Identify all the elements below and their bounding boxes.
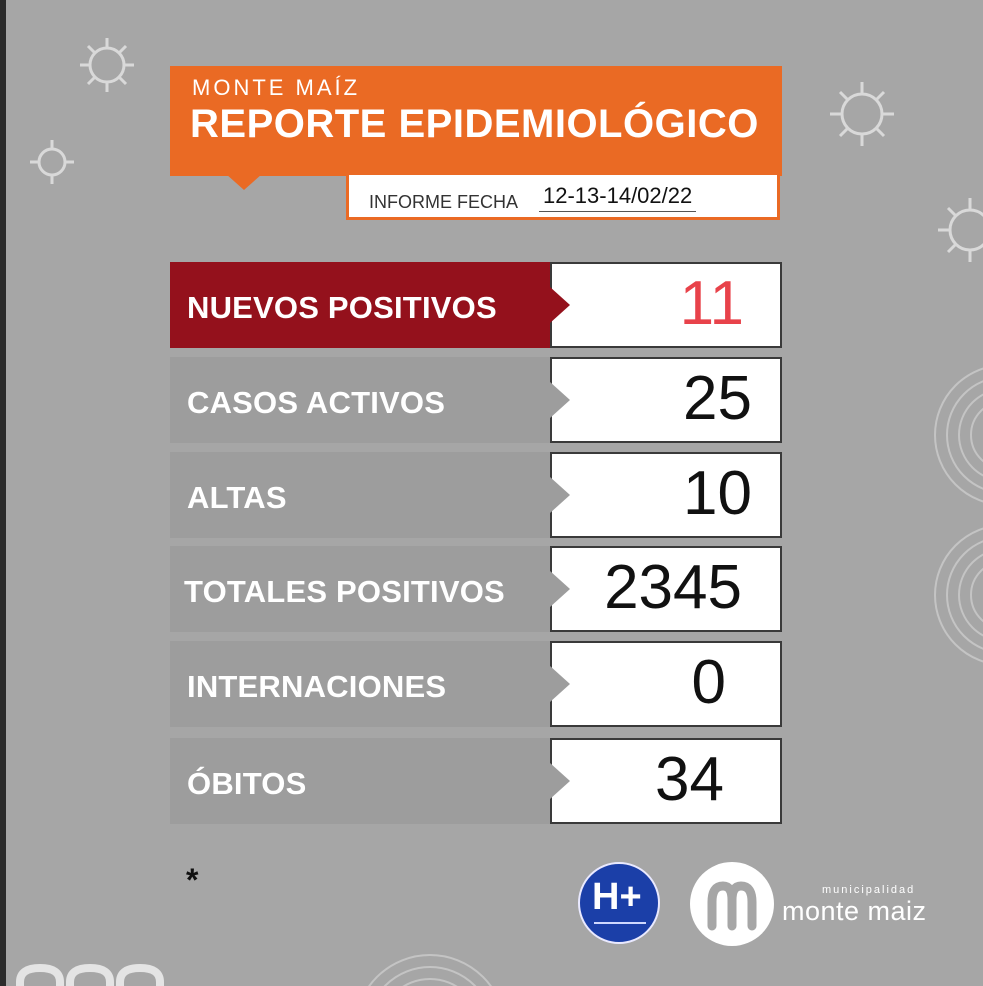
virus-icon [25, 135, 80, 190]
row-label: CASOS ACTIVOS [187, 385, 446, 420]
m-logo-icon [690, 862, 774, 946]
virus-icon [822, 74, 902, 154]
row-value: 0 [691, 648, 726, 717]
row-label-cell [170, 738, 550, 824]
municipality-name: monte maiz [782, 896, 927, 926]
frame-edge [0, 0, 6, 986]
footnote-asterisk: * [186, 862, 199, 898]
row-arrow-notch [550, 571, 570, 607]
row-value-cell [550, 452, 782, 538]
row-nuevos-positivos [170, 262, 784, 348]
report-header [170, 66, 782, 176]
row-casos-activos [170, 357, 784, 443]
row-altas [170, 452, 784, 538]
row-arrow-notch [550, 287, 570, 323]
virus-icon [72, 30, 142, 100]
row-totales-positivos [170, 546, 784, 632]
date-label: INFORME FECHA [369, 192, 519, 212]
row-label: NUEVOS POSITIVOS [187, 290, 497, 325]
row-arrow-notch [550, 666, 570, 702]
row-arrow-notch [550, 477, 570, 513]
hplus-logo [578, 862, 660, 944]
row-label-cell [170, 452, 550, 538]
row-value-cell [550, 546, 782, 632]
decorative-m-shapes [10, 958, 200, 986]
row-label-cell [170, 262, 550, 348]
row-value: 25 [683, 364, 752, 433]
municipality-logo-icon [690, 862, 774, 946]
row-arrow-notch [550, 382, 570, 418]
row-label: INTERNACIONES [187, 669, 447, 704]
decorative-rings [930, 520, 983, 670]
row-label: ALTAS [187, 480, 287, 515]
row-label-cell [170, 641, 550, 727]
row-value-cell [550, 641, 782, 727]
row-value: 11 [679, 269, 744, 338]
municipality-label: municipalidad [822, 884, 916, 896]
row-value: 34 [655, 745, 724, 814]
row-value: 2345 [604, 553, 742, 622]
header-speech-tail [226, 174, 262, 190]
report-title: REPORTE EPIDEMIOLÓGICO [190, 102, 759, 146]
row-label-cell [170, 357, 550, 443]
virus-icon [930, 190, 983, 270]
row-value-cell [550, 738, 782, 824]
row-internaciones [170, 641, 784, 727]
row-value-cell [550, 357, 782, 443]
row-label-cell [170, 546, 550, 632]
hplus-logo-line [594, 922, 646, 924]
row-label: ÓBITOS [187, 766, 307, 801]
date-value: 12-13-14/02/22 [539, 183, 696, 212]
row-arrow-notch [550, 763, 570, 799]
row-value: 10 [683, 459, 752, 528]
decorative-rings [930, 360, 983, 510]
hplus-logo-text: H+ [592, 876, 642, 918]
town-name: MONTE MAÍZ [192, 75, 361, 100]
row-label: TOTALES POSITIVOS [184, 574, 505, 609]
decorative-rings [330, 950, 530, 986]
date-box [346, 172, 780, 220]
row-obitos [170, 738, 784, 824]
row-value-cell [550, 262, 782, 348]
